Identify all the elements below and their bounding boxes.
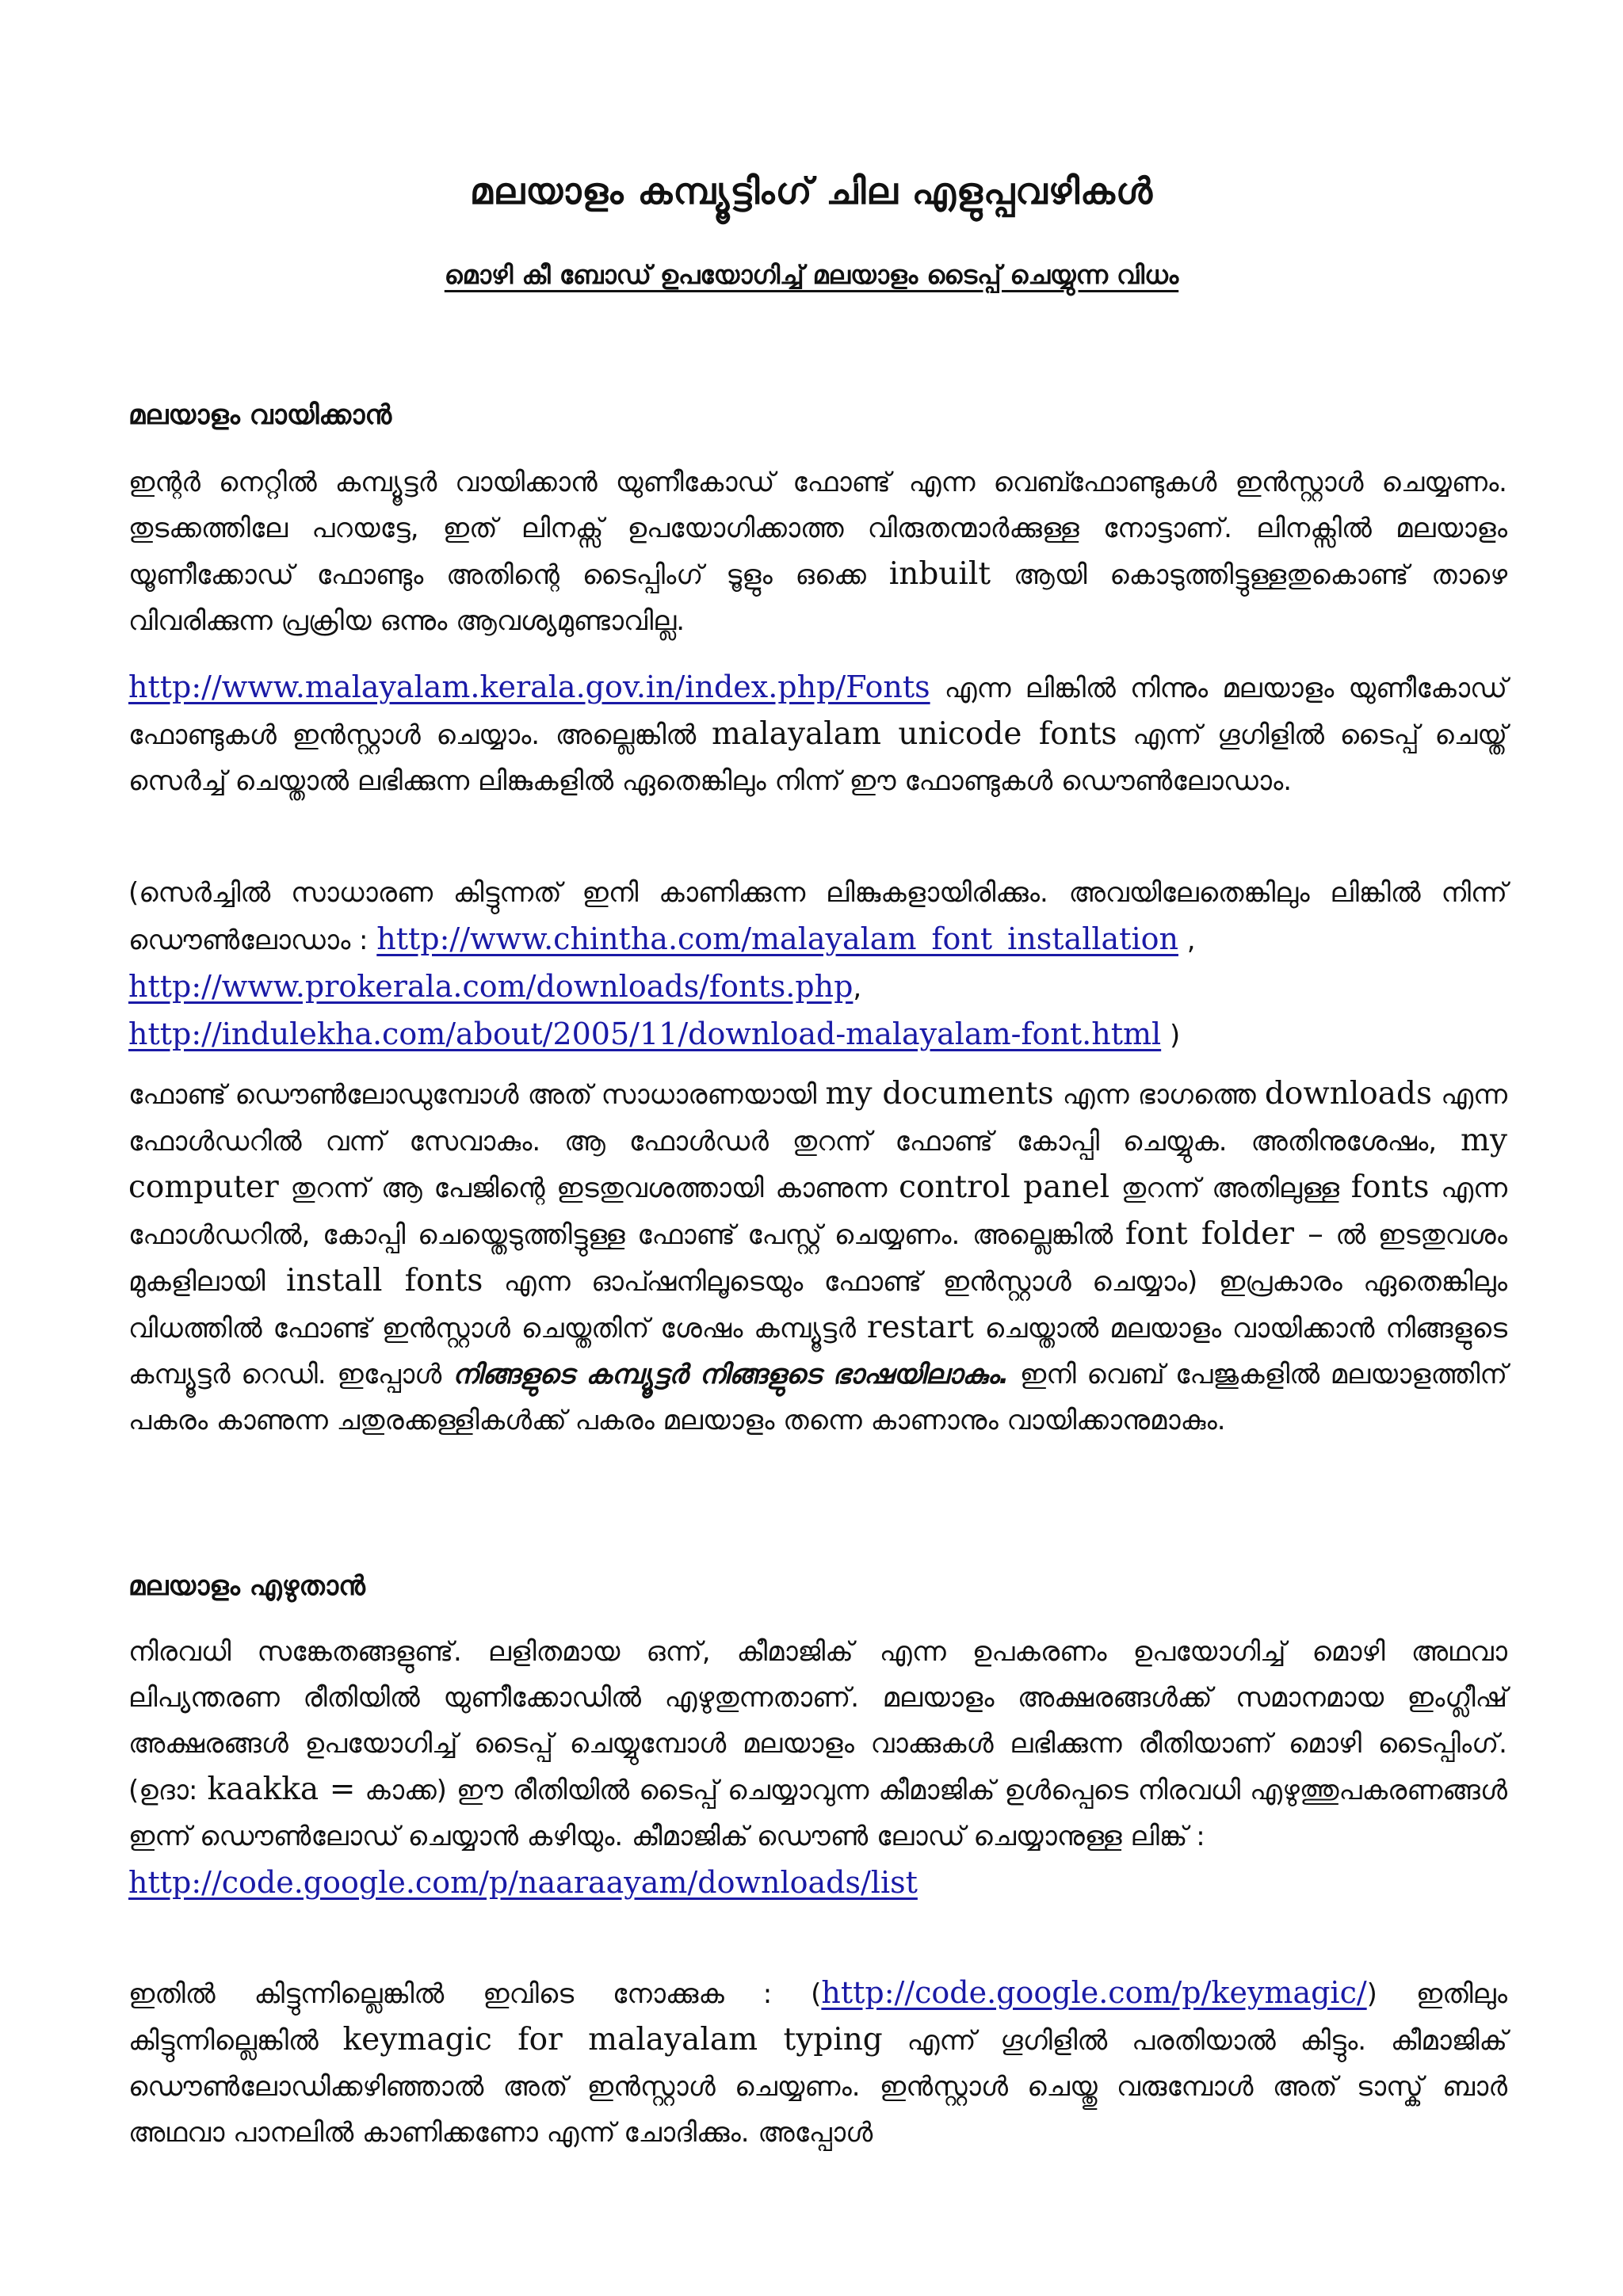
page-title: മലയാളം കമ്പ്യൂട്ടിംഗ് ചില എളുപ്പവഴികൾ <box>469 170 1154 212</box>
english-term: my documents <box>825 1076 1054 1112</box>
paragraph-font-link <box>128 664 1507 804</box>
text: എന്ന ഓപ്ഷനിലൂടെയും ഫോണ്ട് ഇൻസ്റ്റാൾ ചെയ്യാം) ഇപ്രകാരം ഏതെങ്കിലും വിധത്തിൽ ഫോണ്ട് ഇൻസ്റ്റാൾ ചെയ്തതിന് ശേഷം കമ്പ്യൂട്ടർ <box>128 1266 1507 1344</box>
english-term: font folder – <box>1125 1216 1323 1252</box>
paragraph-keymagic <box>128 1970 1507 2156</box>
english-term: restart <box>866 1310 974 1345</box>
page-subtitle <box>0 260 1623 291</box>
text: ൽ ഇടതുവശം മുകളിലായി <box>128 1219 1507 1298</box>
emphasis-text: നിങ്ങളുടെ കമ്പ്യൂട്ടർ നിങ്ങളുടെ ഭാഷയിലാകും. <box>452 1359 1010 1390</box>
subtitle-text: മൊഴി കീ ബോഡ് ഉപയോഗിച്ച് മലയാളം ടൈപ്പ് ചെയ്യുന്ന വിധം <box>444 260 1179 290</box>
text: കാക്ക) ഈ രീതിയിൽ ടൈപ്പ് ചെയ്യാവുന്ന കീമാജിക് ഉൾപ്പെടെ നിരവധി എഴുത്തുപകരണങ്ങൾ ഇന്ന് ഡൌൺലോഡ് ചെയ്യാൻ കഴിയും. കീമാജിക് ഡൌൺ ലോഡ് ചെയ്യാനുള്ള ലിങ്ക് : <box>128 1775 1507 1852</box>
english-term: fonts <box>1350 1169 1430 1205</box>
text: തുറന്ന് ആ പേജിന്റെ ഇടതുവശത്തായി കാണുന്ന <box>278 1173 899 1204</box>
text: ) <box>1161 1020 1181 1051</box>
text: നിരവധി സങ്കേതങ്ങളുണ്ട്. ലളിതമായ ഒന്ന്, കീമാജിക് എന്ന ഉപകരണം ഉപയോഗിച്ച് മൊഴി അഥവാ ലിപ്യന്തരണ രീതിയിൽ യുണീക്കോഡിൽ എഴുതുന്നതാണ്. മലയാളം അക്ഷരങ്ങൾക്ക് സമാനമായ ഇംഗ്ലീഷ് അക്ഷരങ്ങൾ ഉപയോഗിച്ച് ടൈപ്പ് ചെയ്യുമ്പോൾ മലയാളം വാക്കുകൾ ലഭിക്കുന്ന രീതിയാണ് മൊഴി ടൈപ്പിംഗ്. (ഉദാ: <box>128 1636 1507 1806</box>
text: , <box>1178 925 1196 956</box>
text: എന്ന ഭാഗത്തെ <box>1053 1079 1265 1111</box>
paragraph-reading-intro <box>128 460 1507 644</box>
text: , <box>853 972 862 1004</box>
english-term: kaakka = <box>207 1772 356 1807</box>
link-keymagic[interactable]: http://code.google.com/p/keymagic/ <box>821 1975 1367 2010</box>
paragraph-writing-intro <box>128 1629 1507 1907</box>
text: ആയി കൊടുത്തിട്ടുള്ളതുകൊണ്ട് താഴെ വിവരിക്കുന്ന പ്രക്രിയ ഒന്നും ആവശ്യമുണ്ടാവില്ല. <box>128 559 1508 637</box>
text: തുറന്ന് അതിലുള്ള <box>1109 1173 1351 1204</box>
text: ) ഇതിലും കിട്ടുന്നില്ലെങ്കിൽ <box>128 1978 1507 2057</box>
english-term: install fonts <box>286 1263 483 1299</box>
paragraph-download-links <box>128 870 1507 1058</box>
english-term: inbuilt <box>888 556 991 592</box>
text: എന്ന് ഗൂഗിളിൽ പരതിയാൽ കിട്ടും. കീമാജിക് ഡൌൺലോഡിക്കഴിഞ്ഞാൽ അത് ഇൻസ്റ്റാൾ ചെയ്യണം. ഇൻസ്റ്റാൾ ചെയ്തു വരുമ്പോൾ അത് ടാസ്ക് ബാർ അഥവാ പാനലിൽ കാണിക്കണോ എന്ന് ചോദിക്കും. അപ്പോൾ <box>128 2025 1507 2149</box>
english-term: my computer <box>128 1123 1507 1205</box>
link-chintha[interactable]: http://www.chintha.com/malayalam_font_installation <box>376 921 1178 956</box>
link-naaraayam[interactable]: http://code.google.com/p/naaraayam/downloads/list <box>128 1865 918 1900</box>
english-term: downloads <box>1264 1076 1433 1112</box>
text: ഫോണ്ട് ഡൌൺലോഡുമ്പോൾ അത് സാധാരണയായി <box>128 1079 826 1111</box>
english-term: keymagic for malayalam typing <box>342 2022 883 2058</box>
text: ഇനി വെബ് പേജുകളിൽ മലയാളത്തിന് പകരം കാണുന്ന ചതുരക്കള്ളികൾക്ക് പകരം മലയാളം തന്നെ കാണാനും വായിക്കാനുമാകും. <box>128 1359 1507 1436</box>
text: ഇന്റർ നെറ്റിൽ കമ്പ്യൂട്ടർ വായിക്കാൻ യുണീകോഡ് ഫോണ്ട് എന്ന വെബ്ഫോണ്ടുകൾ ഇൻസ്റ്റാൾ ചെയ്യണം. തുടക്കത്തിലേ പറയട്ടേ, ഇത് ലിനക്സ് ഉപയോഗിക്കാത്ത വിരുതന്മാർക്കുള്ള നോട്ടാണ്. ലിനക്സിൽ മലയാളം യൂണീക്കോഡ് ഫോണ്ടും അതിന്റെ ടൈപ്പിംഗ് ടൂളും ഒക്കെ <box>128 467 1507 591</box>
text: എന്ന് ഗൂഗിളിൽ ടൈപ്പ് ചെയ്ത് സെർച്ച് ചെയ്താൽ ലഭിക്കുന്ന ലിങ്കുകളിൽ ഏതെങ്കിലും നിന്ന് ഈ ഫോണ്ടുകൾ ഡൌൺലോഡാം. <box>128 719 1507 797</box>
text: എന്ന ഫോൾഡറിൽ, കോപ്പി ചെയ്തെടുത്തിട്ടുള്ള ഫോണ്ട് പേസ്റ്റ് ചെയ്യണം. അല്ലെങ്കിൽ <box>128 1173 1507 1251</box>
english-term: malayalam unicode fonts <box>712 716 1117 752</box>
text: എന്ന ഫോൾഡറിൽ വന്ന് സേവാകും. ആ ഫോൾഡർ തുറന്ന് ഫോണ്ട് കോപ്പി ചെയ്യുക. അതിനുശേഷം, <box>128 1079 1507 1158</box>
link-indulekha[interactable]: http://indulekha.com/about/2005/11/download-malayalam-font.html <box>128 1016 1162 1051</box>
english-term: control panel <box>899 1169 1110 1205</box>
text: എന്ന ലിങ്കിൽ നിന്നും മലയാളം യുണീകോഡ് ഫോണ്ടുകൾ ഇൻസ്റ്റാൾ ചെയ്യാം. അല്ലെങ്കിൽ <box>128 673 1507 751</box>
link-prokerala[interactable]: http://www.prokerala.com/downloads/fonts.php <box>128 969 854 1004</box>
section-heading-reading: മലയാളം വായിക്കാൻ <box>128 399 392 431</box>
text: (സെർച്ചിൽ സാധാരണ കിട്ടുന്നത് ഇനി കാണിക്കുന്ന ലിങ്കുകളായിരിക്കും. അവയിലേതെങ്കിലും ലിങ്കിൽ നിന്ന് ഡൌൺലോഡാം : <box>128 877 1507 956</box>
text: ചെയ്താൽ മലയാളം വായിക്കാൻ നിങ്ങളുടെ കമ്പ്യൂട്ടർ റെഡി. ഇപ്പോൾ <box>128 1313 1507 1390</box>
link-kerala-gov-fonts[interactable]: http://www.malayalam.kerala.gov.in/index.php/Fonts <box>128 669 930 704</box>
text: ഇതിൽ കിട്ടുന്നില്ലെങ്കിൽ ഇവിടെ നോക്കുക : ( <box>128 1978 822 2010</box>
section-heading-writing: മലയാളം എഴുതാൻ <box>128 1570 365 1602</box>
paragraph-install-steps <box>128 1071 1507 1444</box>
